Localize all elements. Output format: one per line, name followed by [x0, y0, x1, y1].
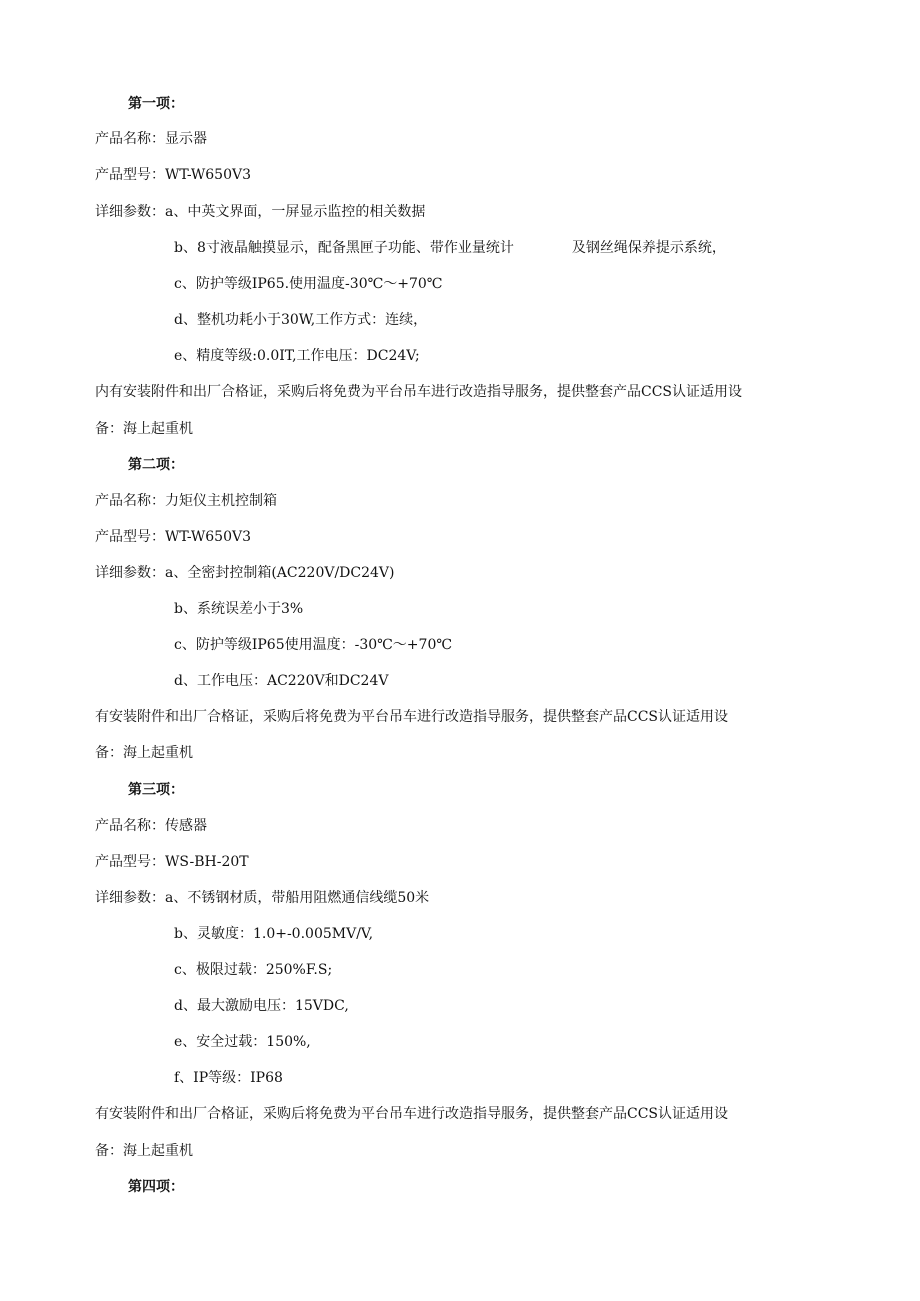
section-1-product-model: 产品型号：WT-W650V3	[95, 167, 252, 183]
section-2-product-model: 产品型号：WT-W650V3	[95, 529, 252, 545]
section-3-param-c: c、极限过载：250%F.S;	[174, 962, 333, 978]
section-1-param-b-text: b、8寸液晶触摸显示，配备黑匣子功能、带作业量统计	[174, 240, 514, 256]
section-3-param-d: d、最大激励电压：15VDC,	[174, 998, 349, 1014]
section-3-product-model: 产品型号：WS-BH-20T	[95, 854, 249, 870]
section-3-param-e: e、安全过载：150%,	[174, 1034, 311, 1050]
section-1-param-e: e、精度等级:0.0IT,工作电压：DC24V;	[174, 348, 420, 364]
section-2-param-d: d、工作电压：AC220V和DC24V	[174, 673, 389, 689]
section-4-heading: 第四项：	[128, 1179, 184, 1195]
section-3-note-line-2: 备：海上起重机	[95, 1143, 193, 1159]
section-1-param-c: c、防护等级IP65.使用温度-30℃～+70℃	[174, 276, 443, 292]
section-1-param-a: 详细参数：a、中英文界面，一屏显示监控的相关数据	[95, 204, 426, 220]
section-2-param-b: b、系统误差小于3%	[174, 601, 304, 617]
section-3-param-a: 详细参数：a、不锈钢材质，带船用阻燃通信线缆50米	[95, 890, 430, 906]
section-3-param-b: b、灵敏度：1.0+-0.005MV/V,	[174, 926, 374, 942]
section-2-heading: 第二项：	[128, 457, 184, 473]
section-1-param-b-continued: 及钢丝绳保养提示系统，	[571, 240, 726, 256]
section-1-param-b	[174, 238, 726, 258]
section-1-product-name: 产品名称：显示器	[95, 131, 207, 147]
section-2-param-c: c、防护等级IP65使用温度：-30℃～+70℃	[174, 637, 453, 653]
section-1-param-d: d、整机功耗小于30W,工作方式：连续，	[174, 312, 428, 328]
section-3-note-line-1: 有安装附件和出厂合格证，采购后将免费为平台吊车进行改造指导服务，提供整套产品CCS认证适用设	[95, 1106, 729, 1122]
section-3-param-f: f、IP等级：IP68	[174, 1070, 283, 1086]
section-1-heading: 第一项：	[128, 96, 184, 112]
section-2-note-line-2: 备：海上起重机	[95, 745, 193, 761]
section-2-param-a: 详细参数：a、全密封控制箱(AC220V/DC24V)	[95, 565, 395, 581]
section-2-note-line-1: 有安装附件和出厂合格证，采购后将免费为平台吊车进行改造指导服务，提供整套产品CCS认证适用设	[95, 709, 729, 725]
section-3-heading: 第三项：	[128, 782, 184, 798]
section-2-product-name: 产品名称：力矩仪主机控制箱	[95, 493, 277, 509]
section-3-product-name: 产品名称：传感器	[95, 818, 207, 834]
section-1-note-line-1: 内有安装附件和出厂合格证，采购后将免费为平台吊车进行改造指导服务，提供整套产品CCS认证适用设	[95, 384, 743, 400]
section-1-note-line-2: 备：海上起重机	[95, 421, 193, 437]
